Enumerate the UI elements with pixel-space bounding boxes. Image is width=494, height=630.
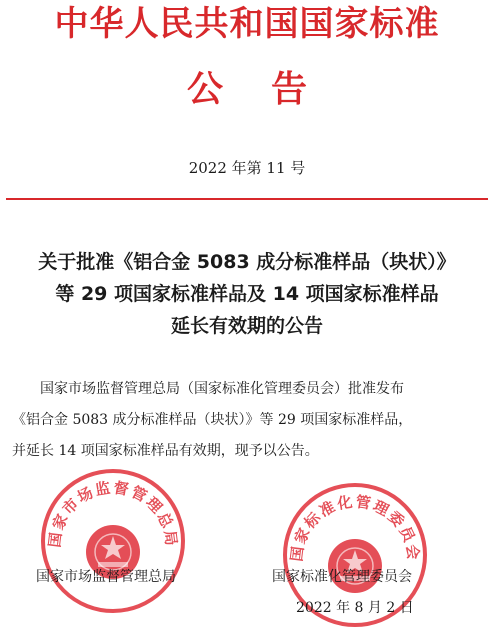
document-number: 2022 年第 11 号	[188, 159, 306, 177]
document-title-line-1: 关于批准《铝合金 5083 成分标准样品（块状）》	[38, 251, 456, 273]
document-date: 2022 年 8 月 2 日	[296, 600, 414, 616]
header-subtitle: 公告	[186, 69, 355, 110]
body-line-1: 国家市场监督管理总局（国家标准化管理委员会）批准发布	[12, 381, 404, 397]
body-line-3: 并延长 14 项国家标准样品有效期，现予以公告。	[12, 443, 319, 459]
official-seal-left	[38, 466, 188, 616]
signature-right: 国家标准化管理委员会	[272, 569, 412, 585]
body-line-2: 《铝合金 5083 成分标准样品（块状）》等 29 项国家标准样品，	[12, 412, 413, 428]
document-title	[0, 246, 494, 342]
document-title-line-2: 等 29 项国家标准样品及 14 项国家标准样品	[55, 283, 439, 305]
red-divider	[6, 198, 488, 200]
document-title-line-3: 延长有效期的公告	[170, 315, 323, 337]
signature-left: 国家市场监督管理总局	[36, 569, 176, 585]
seal-right-text: 国家标准化管理委员会	[287, 492, 423, 563]
document-body	[12, 374, 484, 467]
seal-left-text: 国家市场监督管理总局	[45, 478, 181, 549]
header-title: 中华人民共和国国家标准	[54, 4, 440, 44]
